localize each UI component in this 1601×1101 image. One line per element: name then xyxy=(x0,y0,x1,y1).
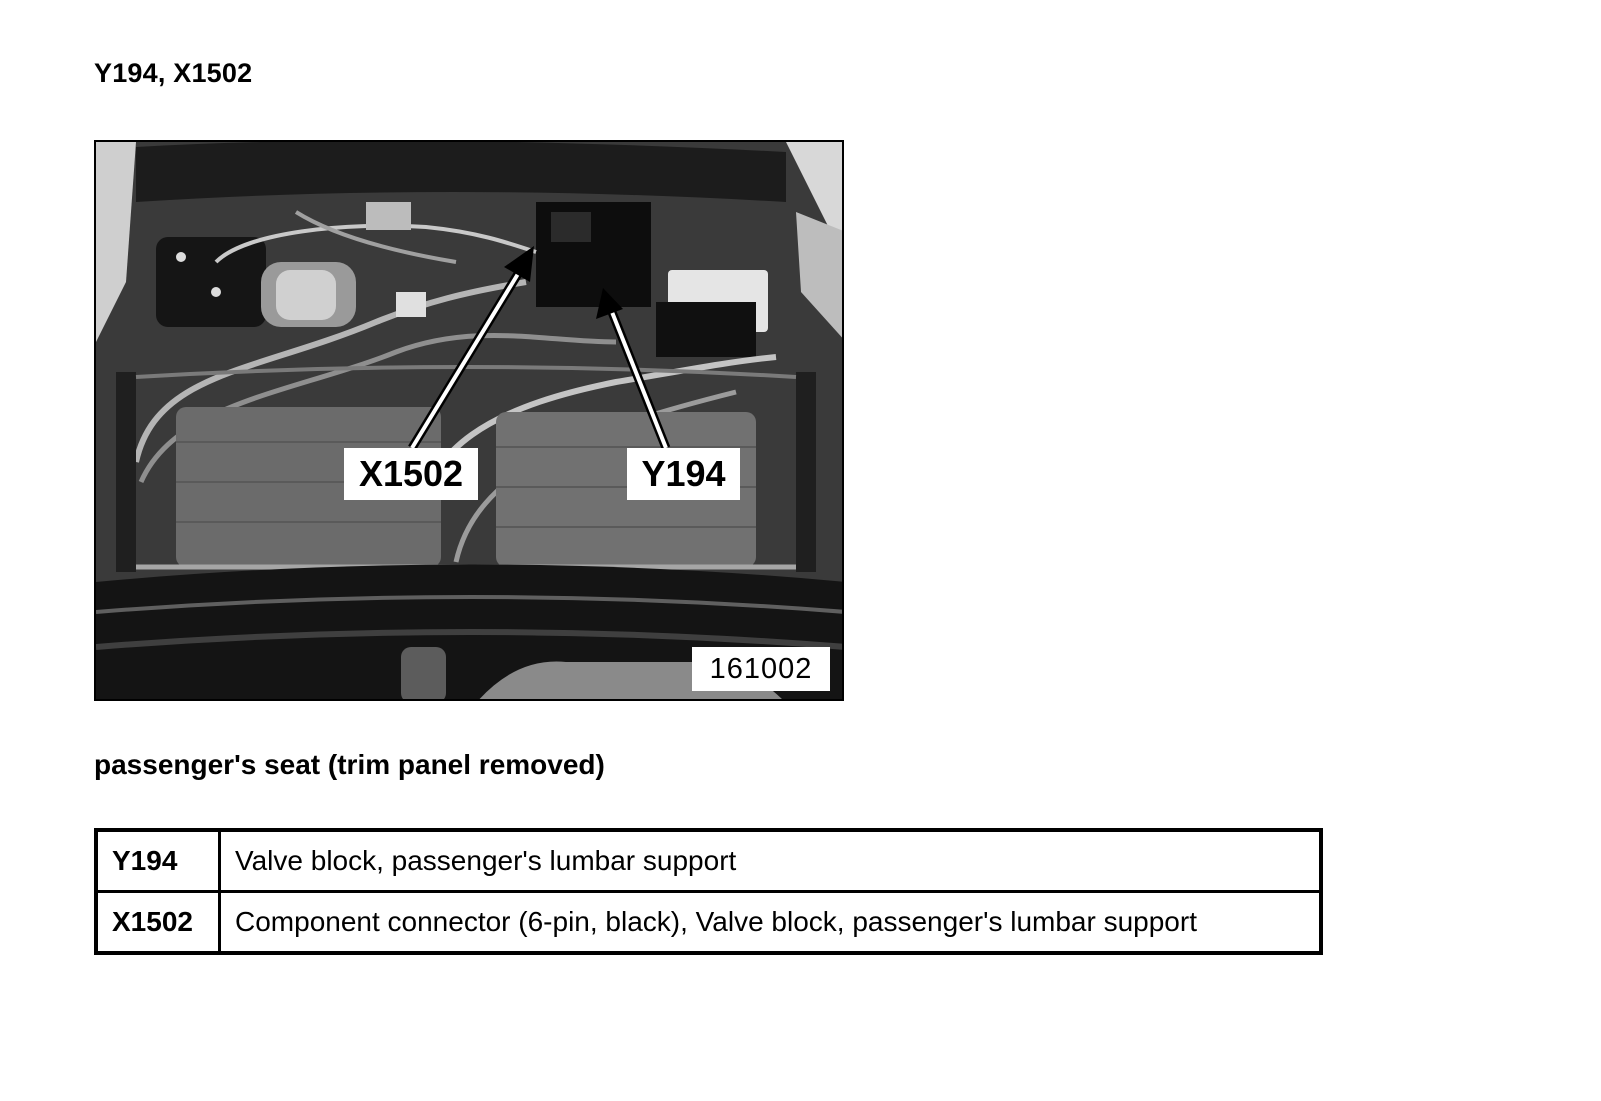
figure-caption: passenger's seat (trim panel removed) xyxy=(94,749,605,780)
component-description: Component connector (6-pin, black), Valve block, passenger's lumbar support xyxy=(220,892,1322,954)
document-title: Y194, X1502 xyxy=(94,58,253,88)
seat-photo xyxy=(94,140,844,701)
table-row xyxy=(96,830,1321,892)
seat-photo-illustration xyxy=(96,142,844,701)
image-number: 161002 xyxy=(692,647,830,691)
callout-x1502: X1502 xyxy=(344,448,478,500)
component-code: Y194 xyxy=(96,830,220,892)
component-legend-table xyxy=(94,828,1323,955)
component-code: X1502 xyxy=(96,892,220,954)
callout-y194: Y194 xyxy=(627,448,740,500)
table-row xyxy=(96,892,1321,954)
component-description: Valve block, passenger's lumbar support xyxy=(220,830,1322,892)
